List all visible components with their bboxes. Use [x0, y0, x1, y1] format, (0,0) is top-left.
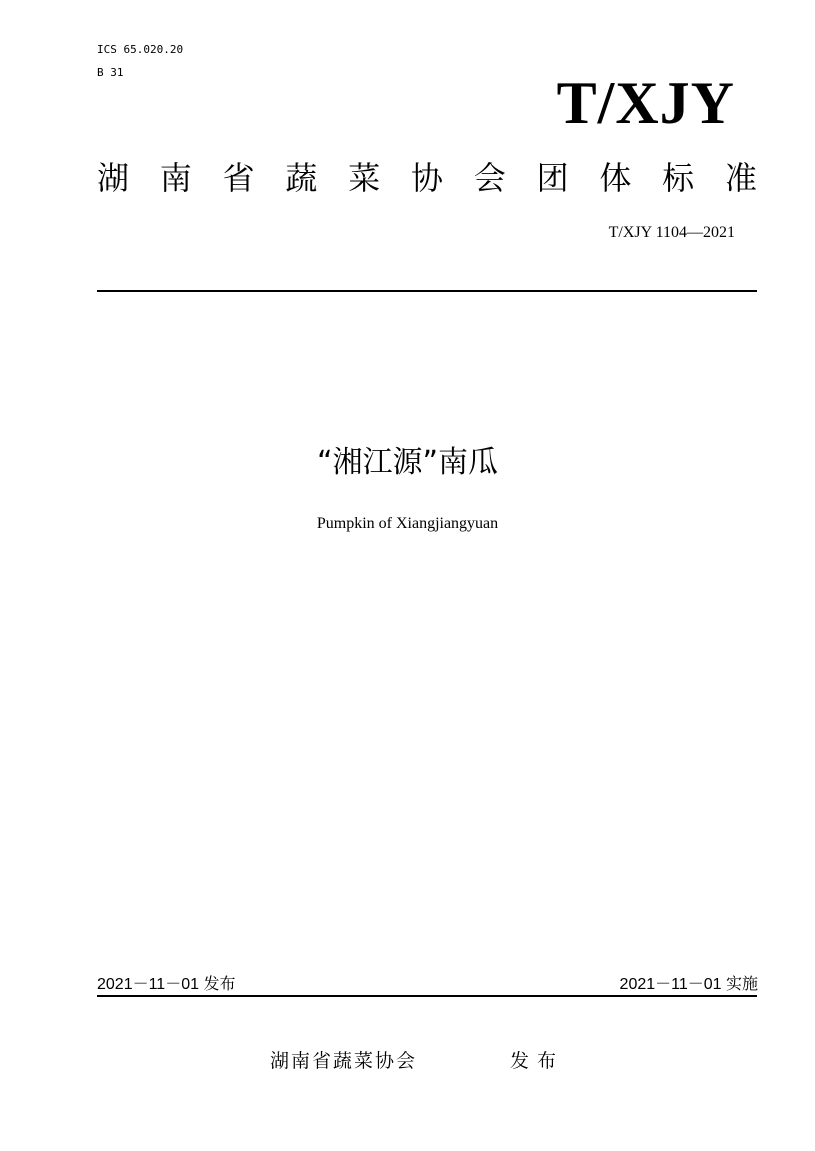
- bottom-divider: [97, 995, 757, 997]
- org-title-char: 标: [662, 159, 695, 197]
- ccs-number: B 31: [97, 66, 124, 79]
- implement-date: 2021－11－01 实施: [619, 976, 758, 993]
- publish-date: 2021－11－01 发布: [97, 976, 236, 993]
- org-title-char: 南: [159, 159, 192, 197]
- org-title-char: 省: [222, 159, 255, 197]
- org-title-char: 体: [599, 159, 632, 197]
- document-title-cn: “湘江源”南瓜: [316, 445, 499, 480]
- top-divider: [97, 290, 757, 292]
- org-title-char: 团: [536, 159, 569, 197]
- org-title-char: 蔬: [285, 159, 318, 197]
- org-title-char: 协: [410, 159, 443, 197]
- publisher-name: 湖南省蔬菜协会: [270, 1050, 418, 1072]
- org-title-char: 会: [473, 159, 506, 197]
- org-title-char: 湖: [97, 159, 130, 197]
- document-title-en: Pumpkin of Xiangjiangyuan: [316, 515, 499, 532]
- organization-standard-title: [97, 156, 757, 200]
- standard-number: T/XJY 1104—2021: [608, 224, 735, 241]
- issue-label: 发布: [510, 1050, 565, 1072]
- org-title-char: 菜: [348, 159, 381, 197]
- org-title-char: 准: [724, 159, 757, 197]
- ics-number: ICS 65.020.20: [97, 43, 184, 56]
- standard-code-logo: T/XJY: [556, 70, 735, 136]
